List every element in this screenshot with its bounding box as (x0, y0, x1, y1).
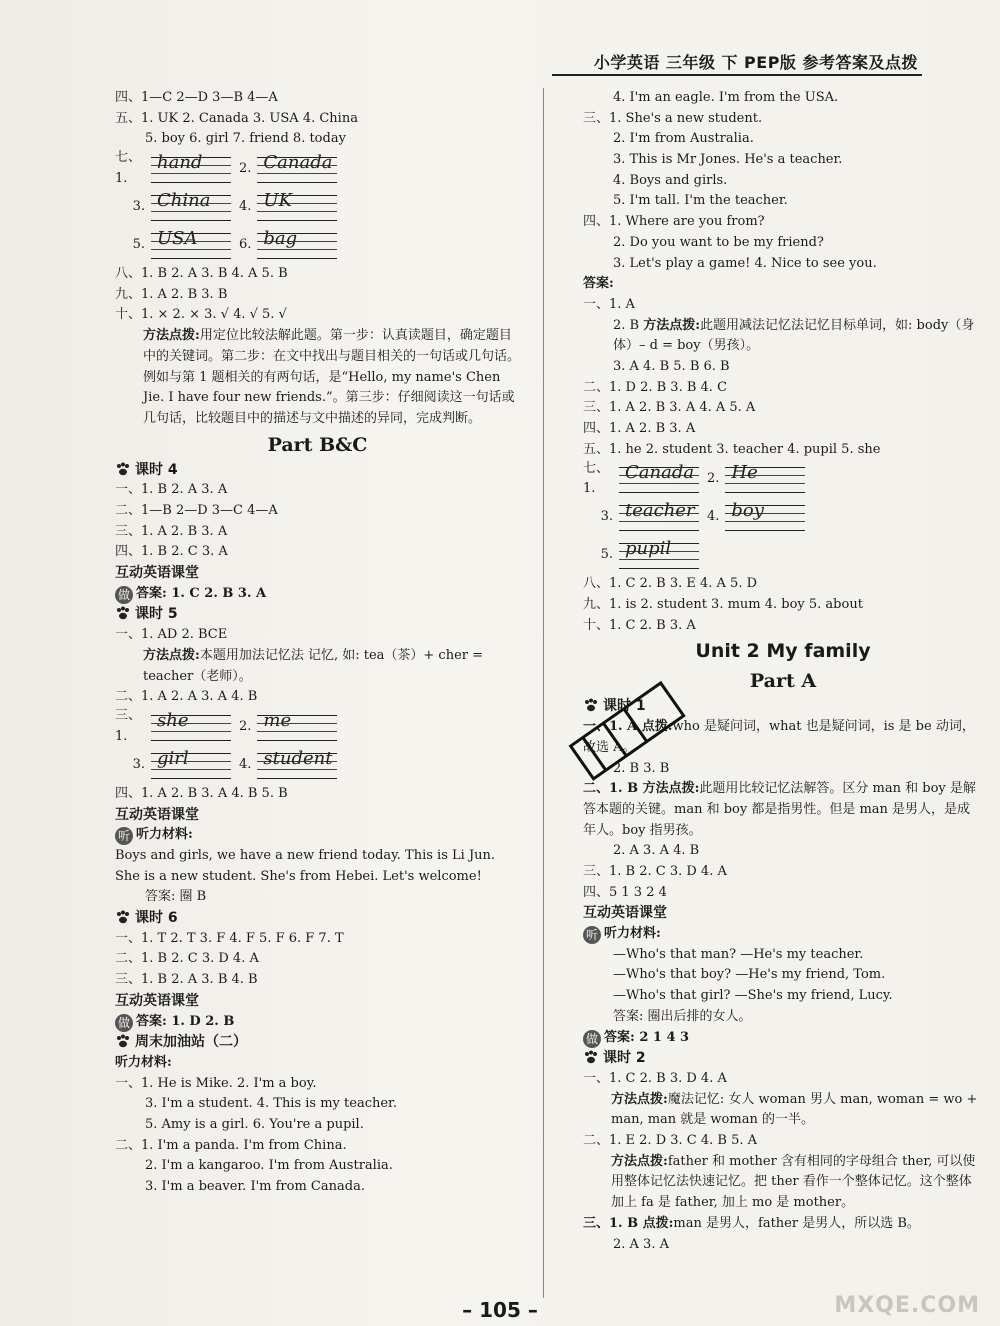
item-number: 5. (132, 236, 145, 252)
handwritten-answer: China (157, 190, 211, 212)
listening-line: 四、1. Where are you from? (583, 214, 765, 230)
four-line-box (257, 228, 337, 259)
answer-line: 二、1. E 2. D 3. C 4. B 5. A (583, 1133, 758, 1149)
paw-icon (115, 1034, 131, 1048)
item-number: 3. (132, 198, 145, 214)
unit-title: Unit 2 My family (695, 640, 871, 663)
answer-line: 四、1—C 2—D 3—B 4—A (115, 90, 278, 105)
handwritten-answer: Canada (625, 462, 695, 484)
four-line-box (725, 500, 805, 531)
handwriting-row (115, 188, 520, 226)
section-heading: 互动英语课堂 (583, 905, 667, 922)
answer-line: 三、1. B 2. A 3. B 4. B (115, 972, 258, 988)
handwritten-answer: she (157, 709, 189, 731)
handwritten-answer: me (263, 709, 292, 731)
item-number: 2. (707, 471, 720, 487)
item-number: 七、1. (115, 150, 142, 187)
answer-line: 三、1. A 2. B 3. A (115, 523, 228, 539)
section-heading: 互动英语课堂 (115, 565, 199, 582)
method-tip (115, 326, 520, 430)
answer-line: 做 答案: 2 1 4 3 (583, 1028, 983, 1049)
handwritten-answer: UK (263, 190, 293, 212)
handwriting-row (583, 536, 983, 574)
answer-line: 一、1. C 2. B 3. D 4. A (583, 1070, 727, 1086)
four-line-box (151, 747, 231, 779)
listen-icon: 听 (583, 926, 601, 944)
handwritten-answer: student (263, 747, 333, 769)
listening-line: 一、1. He is Mike. 2. I'm a boy. (115, 1075, 317, 1091)
method-tip: 二、1. B 方法点拨:此题用比较记忆法解答。区分 man 和 boy 是解答本题的关键。man 和 boy 都是指男性。但是 man 是男人，是成年人。boy 指男孩。 (583, 781, 976, 838)
section-heading: 互动英语课堂 (115, 806, 199, 823)
answer-line: 一、1. B 2. A 3. A (115, 482, 228, 498)
four-line-box (257, 190, 337, 221)
four-line-box (725, 462, 805, 493)
part-title: Part B&C (267, 433, 368, 456)
handwriting-row (583, 460, 983, 498)
weekend-heading: 周末加油站（二） (115, 1032, 520, 1053)
handwritten-answer: Canada (263, 152, 333, 174)
listening-label: 听力材料: (115, 1054, 172, 1070)
answer-line: 四、1. A 2. B 3. A (583, 421, 696, 437)
column-divider (543, 88, 544, 1298)
handwritten-answer: He (731, 462, 758, 484)
item-number: 3. (132, 756, 145, 772)
method-tip-text: 用定位比较法解此题。第一步：认真读题目，确定题目中的关键词。第二步：在文中找出与题目相关的一句话或几句话。例如与第 1 题相关的有两句话，是“Hello, my name's Chen Jie. I have four new friends.”。第三步：仔细阅读这一句话或几句话，比较题目中的描述与文中描述的异同，完成判断。 (143, 328, 521, 426)
dialogue-line: —Who's that boy? —He's my friend, Tom. (613, 967, 886, 983)
answer-line: 3. A 4. B 5. B 6. B (613, 358, 730, 374)
answer-line: 五、1. UK 2. Canada 3. USA 4. China (115, 110, 358, 126)
lesson-heading: 课时 1 (583, 696, 983, 717)
answer-line: 5. boy 6. girl 7. friend 8. today (145, 131, 346, 147)
handwritten-answer: boy (731, 500, 764, 522)
item-number: 三、1. (115, 708, 142, 744)
handwriting-row (115, 746, 520, 784)
handwriting-row (115, 226, 520, 264)
listening-label: 听 听力材料: (583, 924, 983, 945)
answer-line: 2. B 3. B (613, 760, 670, 776)
lesson-heading: 课时 4 (115, 460, 520, 481)
four-line-box (151, 228, 231, 259)
item-number: 5. (600, 547, 613, 563)
dialogue-line: —Who's that girl? —She's my friend, Lucy. (613, 988, 893, 1004)
part-title: Part A (749, 670, 817, 693)
method-tip: 方法点拨:魔法记忆: 女人 woman 男人 man, woman = wo + man, man 就是 woman 的一半。 (611, 1091, 978, 1128)
stamp-mark (555, 670, 705, 800)
handwritten-answer: teacher (625, 500, 695, 522)
paw-icon (115, 462, 131, 476)
answer-line: 八、1. B 2. A 3. B 4. A 5. B (115, 266, 288, 282)
handwritten-answer: hand (157, 152, 203, 174)
four-line-box (257, 709, 337, 741)
four-line-box (257, 747, 337, 779)
lesson-heading: 课时 2 (583, 1048, 983, 1069)
item-number: 4. (239, 198, 252, 214)
method-tip: 一、1. A 点拨:who 是疑问词，what 也是疑问词，is 是 be 动词，故选 A。 (583, 719, 975, 755)
four-line-box (151, 190, 231, 221)
page-number: – 105 – (462, 1298, 538, 1322)
handwriting-row (115, 708, 520, 746)
answer-line: 三、1. B 2. C 3. D 4. A (583, 864, 727, 880)
paw-icon (115, 606, 131, 620)
answer-line: 九、1. A 2. B 3. B (115, 286, 228, 302)
four-line-box (619, 538, 699, 569)
do-icon: 做 (115, 586, 133, 604)
lesson-heading: 课时 5 (115, 604, 520, 625)
paw-icon (115, 910, 131, 924)
listening-line: 三、1. She's a new student. (583, 110, 763, 126)
four-line-box (257, 152, 337, 183)
listening-line: 4. I'm an eagle. I'm from the USA. (613, 90, 839, 105)
method-tip-label: 方法点拨: (143, 328, 200, 344)
four-line-box (619, 462, 699, 493)
item-number: 2. (239, 718, 252, 734)
handwriting-row (583, 498, 983, 536)
header-title: 小学英语 三年级 下 PEP版 参考答案及点拨 (593, 53, 918, 72)
answer-label: 答案: (583, 276, 614, 292)
listening-line: 3. This is Mr Jones. He's a teacher. (613, 152, 843, 168)
item-number: 4. (239, 756, 252, 772)
answer-line: 四、1. A 2. B 3. A 4. B 5. B (115, 785, 288, 801)
method-tip: 三、1. B 点拨:man 是男人，father 是男人，所以选 B。 (583, 1215, 920, 1231)
dialogue-line: —Who's that man? —He's my teacher. (613, 946, 864, 962)
method-tip: 方法点拨:本题用加法记忆法 记忆, 如: tea（茶）+ cher = teacher（老师）。 (143, 647, 484, 684)
answer-line: 三、1. A 2. B 3. A 4. A 5. A (583, 400, 756, 416)
handwritten-answer: USA (157, 228, 198, 250)
listening-line: 二、1. I'm a panda. I'm from China. (115, 1137, 347, 1153)
answer-line: 二、1. B 2. C 3. D 4. A (115, 951, 259, 967)
section-heading: 互动英语课堂 (115, 992, 199, 1009)
item-number: 2. (239, 160, 252, 176)
answer-line: 答案: 圈 B (145, 889, 207, 905)
listening-text: Boys and girls, we have a new friend today. This is Li Jun. She is a new student. She's from Hebei. Let's welcome! (115, 847, 496, 884)
handwriting-row (115, 150, 520, 188)
paw-icon (583, 1050, 599, 1064)
watermark: MXQE.COM (834, 1293, 980, 1318)
four-line-box (151, 152, 231, 183)
listening-label: 听 听力材料: (115, 825, 520, 846)
four-line-box (619, 500, 699, 531)
answer-line: 答案: 圈出后排的女人。 (613, 1008, 752, 1024)
method-tip: 方法点拨:father 和 mother 含有相同的字母组合 ther, 可以使用整体记忆法快速记忆。把 ther 看作一个整体记忆。这个整体加上 fa 是 father, 加上 mo 是 mother。 (611, 1153, 976, 1211)
listening-line: 5. I'm tall. I'm the teacher. (613, 193, 788, 209)
listening-line: 3. I'm a beaver. I'm from Canada. (145, 1179, 365, 1195)
four-line-box (151, 709, 231, 741)
item-number: 3. (600, 509, 613, 525)
listening-line: 3. Let's play a game! 4. Nice to see you. (613, 255, 877, 271)
handwritten-answer: girl (157, 747, 189, 769)
answer-line: 2. A 3. A 4. B (613, 843, 700, 859)
answer-line: 一、1. T 2. T 3. F 4. F 5. F 6. F 7. T (115, 930, 344, 946)
listening-line: 2. I'm a kangaroo. I'm from Australia. (145, 1158, 393, 1174)
method-tip: 2. B 方法点拨:此题用减法记忆法记忆目标单词，如: body（身体）– d = boy（男孩）。 (613, 317, 975, 354)
do-icon: 做 (583, 1030, 601, 1048)
answer-line: 做 答案: 1. C 2. B 3. A (115, 584, 520, 605)
header-rule (552, 74, 922, 76)
answer-line: 十、1. C 2. B 3. A (583, 617, 696, 633)
handwritten-answer: pupil (625, 538, 672, 560)
answer-line: 一、1. A (583, 296, 635, 312)
answer-line: 做 答案: 1. D 2. B (115, 1012, 520, 1033)
answer-line: 二、1. D 2. B 3. B 4. C (583, 379, 728, 395)
answer-line: 2. A 3. A (613, 1236, 669, 1252)
answer-line: 十、1. × 2. × 3. √ 4. √ 5. √ (115, 307, 287, 323)
answer-line: 二、1. A 2. A 3. A 4. B (115, 689, 258, 705)
answer-line: 八、1. C 2. B 3. E 4. A 5. D (583, 576, 758, 592)
item-number: 4. (707, 509, 720, 525)
listen-icon: 听 (115, 827, 133, 845)
listening-line: 3. I'm a student. 4. This is my teacher. (145, 1096, 397, 1112)
listening-line: 4. Boys and girls. (613, 172, 728, 188)
answer-line: 一、1. AD 2. BCE (115, 627, 228, 643)
left-column (115, 88, 520, 1198)
answer-line: 二、1—B 2—D 3—C 4—A (115, 503, 278, 519)
listening-line: 5. Amy is a girl. 6. You're a pupil. (145, 1116, 364, 1132)
item-number: 6. (239, 236, 252, 252)
listening-line: 2. Do you want to be my friend? (613, 234, 824, 250)
lesson-heading: 课时 6 (115, 908, 520, 929)
answer-line: 四、1. B 2. C 3. A (115, 544, 228, 560)
item-number: 七、1. (583, 460, 610, 497)
listening-line: 2. I'm from Australia. (613, 131, 754, 147)
handwritten-answer: bag (263, 228, 298, 250)
do-icon: 做 (115, 1014, 133, 1032)
answer-line: 五、1. he 2. student 3. teacher 4. pupil 5. she (583, 441, 881, 457)
answer-line: 四、5 1 3 2 4 (583, 884, 667, 900)
answer-line: 九、1. is 2. student 3. mum 4. boy 5. about (583, 597, 863, 613)
